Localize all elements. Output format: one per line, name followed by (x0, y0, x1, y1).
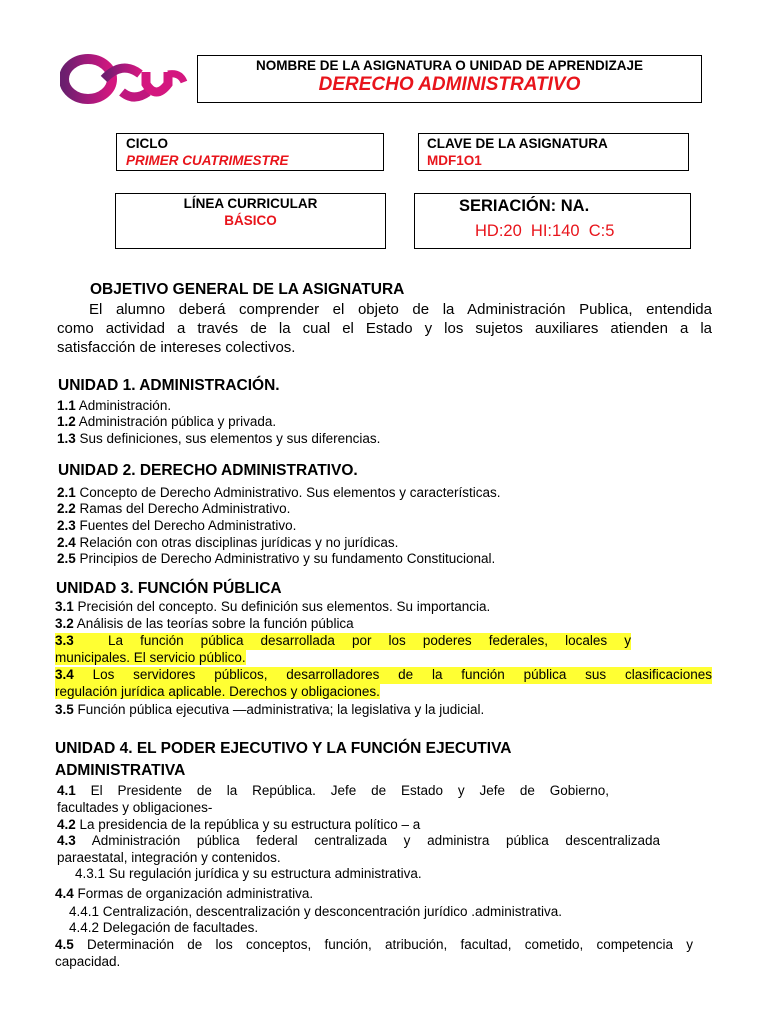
subject-name: DERECHO ADMINISTRATIVO (318, 74, 581, 95)
clave-value: MDF1O1 (427, 153, 482, 168)
clave-label: CLAVE DE LA ASIGNATURA (427, 136, 608, 151)
ciclo-value: PRIMER CUATRIMESTRE (126, 153, 289, 168)
list-subitem: 4.4.2 Delegación de facultades. (69, 920, 259, 935)
list-item: 4.5 Determinación de los conceptos, función, atribución, facultad, cometido, competencia y capacidad. (55, 937, 693, 969)
ciclo-box (116, 133, 384, 171)
list-subitem: 4.3.1 Su regulación jurídica y su estructura administrativa. (75, 866, 422, 881)
list-item: 2.4 Relación con otras disciplinas jurídicas y no jurídicas. (57, 535, 399, 550)
clave-box (418, 133, 689, 171)
objetivo-title: OBJETIVO GENERAL DE LA ASIGNATURA (90, 281, 405, 298)
ciclo-label: CICLO (126, 136, 168, 151)
linea-label: LÍNEA CURRICULAR (183, 196, 318, 211)
list-item: 4.1 El Presidente de la República. Jefe de Estado y Jefe de Gobierno, facultades y obligaciones- (57, 783, 609, 815)
list-item: 2.5 Principios de Derecho Administrativo y su fundamento Constitucional. (57, 551, 496, 566)
objetivo-text (57, 300, 712, 357)
unidad-2-title: UNIDAD 2. DERECHO ADMINISTRATIVO. (58, 462, 358, 479)
objetivo-line-3: satisfacción de intereses colectivos. (57, 339, 296, 356)
list-item: 1.3 Sus definiciones, sus elementos y sus diferencias. (57, 431, 381, 446)
list-subitem: 4.4.1 Centralización, descentralización y desconcentración jurídico .administrativa. (69, 904, 563, 919)
list-item: 2.1 Concepto de Derecho Administrativo. Sus elementos y características. (57, 485, 501, 500)
seriacion-box (414, 193, 691, 249)
list-item: 3.2 Análisis de las teorías sobre la función pública (55, 616, 354, 631)
list-item: 3.1 Precisión del concepto. Su definición sus elementos. Su importancia. (55, 599, 491, 614)
objetivo-line-1: El alumno deberá comprender el objeto de la Administración Publica, entendida (89, 301, 712, 318)
unidad-3-title: UNIDAD 3. FUNCIÓN PÚBLICA (56, 580, 282, 597)
institution-logo (60, 52, 188, 106)
linea-box (115, 193, 386, 249)
unidad-1-title: UNIDAD 1. ADMINISTRACIÓN. (58, 377, 280, 394)
list-item: 4.4 Formas de organización administrativa. (55, 886, 314, 901)
unidad-4-title: UNIDAD 4. EL PODER EJECUTIVO Y LA FUNCIÓN EJECUTIVA ADMINISTRATIVA (55, 740, 512, 779)
list-item: 4.3 Administración pública federal centralizada y administra pública descentralizada paraestatal, integración y contenidos. (57, 833, 660, 865)
subject-header-box (197, 55, 702, 103)
linea-value: BÁSICO (224, 213, 277, 228)
list-item: 1.1 Administración. (57, 398, 172, 413)
seriacion-label: SERIACIÓN: NA. (459, 197, 590, 215)
list-item: 1.2 Administración pública y privada. (57, 414, 277, 429)
list-item: 2.2 Ramas del Derecho Administrativo. (57, 501, 291, 516)
subject-label: NOMBRE DE LA ASIGNATURA O UNIDAD DE APRENDIZAJE (255, 58, 643, 73)
list-item: 2.3 Fuentes del Derecho Administrativo. (57, 518, 297, 533)
objetivo-line-2: como actividad a través de la cual el Estado y los sujetos auxiliares atienden a la (57, 320, 712, 337)
horas-value: HD:20 HI:140 C:5 (475, 222, 615, 240)
list-item: 4.2 La presidencia de la república y su estructura político – a (57, 817, 421, 832)
list-item-highlighted: 3.3 La función pública desarrollada por los poderes federales, locales y municipales. El servicio público. (55, 633, 631, 665)
list-item: 3.5 Función pública ejecutiva —administrativa; la legislativa y la judicial. (55, 702, 485, 717)
list-item-highlighted: 3.4 Los servidores públicos, desarrolladores de la función pública sus clasificaciones regulación jurídica aplicable. Derechos y obligaciones. (55, 667, 712, 699)
